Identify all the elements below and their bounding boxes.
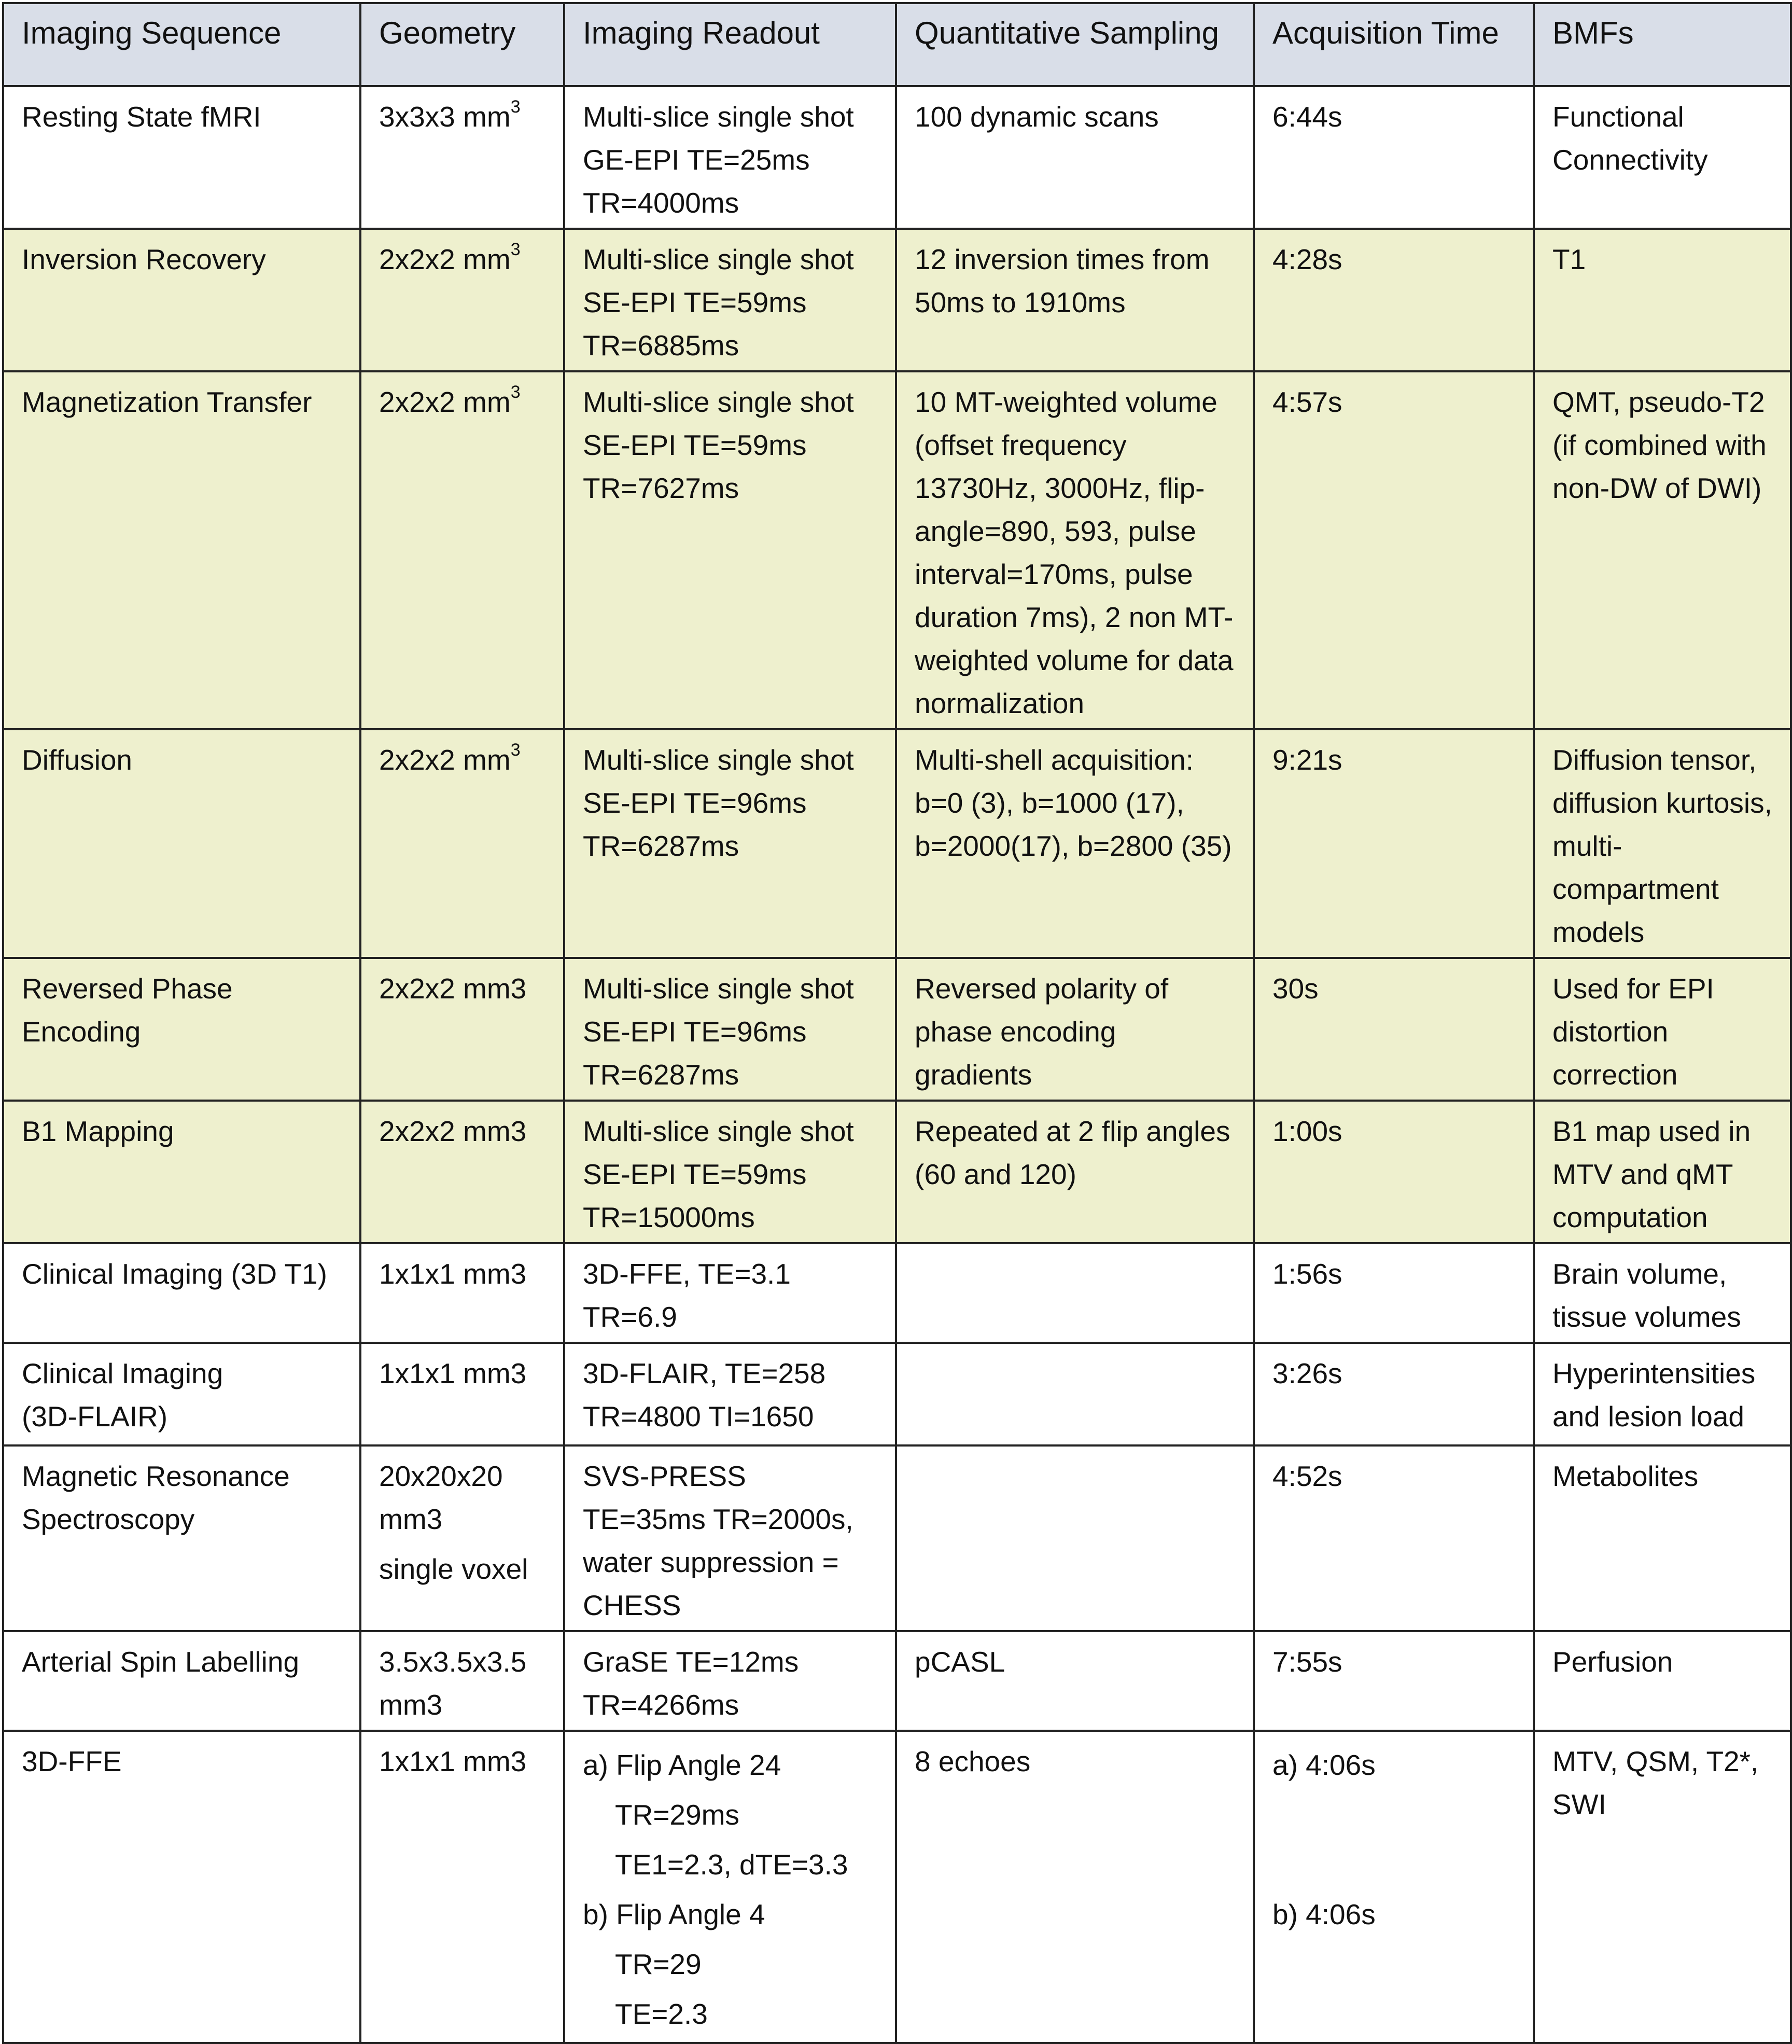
table-row	[3, 1101, 1791, 1243]
cell-sampling: Reversed polarity of phase encoding gradients	[896, 958, 1254, 1101]
table-row	[3, 1243, 1791, 1343]
readout-b-line: TR=29	[615, 1948, 702, 1980]
cell-bmfs: Used for EPI distortion correction	[1534, 958, 1791, 1101]
cell-sampling: 8 echoes	[896, 1731, 1254, 2043]
cell-sampling: Multi-shell acquisition: b=0 (3), b=1000 (17), b=2000(17), b=2800 (35)	[896, 729, 1254, 958]
cell-readout: Multi-slice single shot SE-EPI TE=96ms TR=6287ms	[564, 729, 896, 958]
readout-b-line: TE=2.3	[615, 1998, 708, 2030]
cell-bmfs: B1 map used in MTV and qMT computation	[1534, 1101, 1791, 1243]
header-imaging-sequence: Imaging Sequence	[3, 3, 360, 86]
cell-time: 30s	[1254, 958, 1534, 1101]
header-row	[3, 3, 1791, 86]
cell-readout: Multi-slice single shot SE-EPI TE=96ms TR=6287ms	[564, 958, 896, 1101]
table-row	[3, 1445, 1791, 1631]
cell-sequence: B1 Mapping	[3, 1101, 360, 1243]
readout-b: b) Flip Angle 4	[583, 1898, 765, 1930]
cell-time: 1:00s	[1254, 1101, 1534, 1243]
cell-sampling: pCASL	[896, 1631, 1254, 1731]
cell-sampling: Repeated at 2 flip angles (60 and 120)	[896, 1101, 1254, 1243]
cell-bmfs: Functional Connectivity	[1534, 86, 1791, 229]
cell-geometry: 20x20x20 mm3 single voxel	[360, 1445, 564, 1631]
readout-a-line: TE1=2.3, dTE=3.3	[615, 1848, 848, 1881]
cell-bmfs: MTV, QSM, T2*, SWI	[1534, 1731, 1791, 2043]
cell-sampling: 12 inversion times from 50ms to 1910ms	[896, 229, 1254, 371]
cell-readout: 3D-FLAIR, TE=258 TR=4800 TI=1650	[564, 1343, 896, 1445]
cell-bmfs: Perfusion	[1534, 1631, 1791, 1731]
cell-sampling	[896, 1243, 1254, 1343]
cell-geometry: 3x3x3 $mm^3$	[360, 86, 564, 229]
readout-a-line: TR=29ms	[615, 1799, 739, 1831]
cell-sequence: Clinical Imaging (3D-FLAIR)	[3, 1343, 360, 1445]
cell-time: 4:52s	[1254, 1445, 1534, 1631]
cell-sequence: Magnetic Resonance Spectroscopy	[3, 1445, 360, 1631]
geometry-extra: single voxel	[379, 1553, 528, 1585]
cell-geometry: 1x1x1 mm3	[360, 1731, 564, 2043]
cell-geometry: 3.5x3.5x3.5 mm3	[360, 1631, 564, 1731]
table-row	[3, 1731, 1791, 2043]
cell-sampling: 100 dynamic scans	[896, 86, 1254, 229]
cell-time: 7:55s	[1254, 1631, 1534, 1731]
cell-sequence: Magnetization Transfer	[3, 371, 360, 729]
cell-sequence: Clinical Imaging (3D T1)	[3, 1243, 360, 1343]
time-a: a) 4:06s	[1272, 1749, 1376, 1781]
cell-geometry: 2x2x2 mm3	[360, 1101, 564, 1243]
cell-time	[1254, 1731, 1534, 2043]
cell-time: 4:57s	[1254, 371, 1534, 729]
cell-geometry: 2x2x2 $mm^3$	[360, 229, 564, 371]
header-quantitative-sampling: Quantitative Sampling	[896, 3, 1254, 86]
table-row	[3, 1343, 1791, 1445]
cell-bmfs: Hyperintensities and lesion load	[1534, 1343, 1791, 1445]
cell-bmfs: QMT, pseudo-T2 (if combined with non-DW of DWI)	[1534, 371, 1791, 729]
cell-readout: Multi-slice single shot SE-EPI TE=59ms TR=7627ms	[564, 371, 896, 729]
cell-readout: Multi-slice single shot SE-EPI TE=59ms TR=15000ms	[564, 1101, 896, 1243]
mri-protocol-table	[2, 2, 1792, 2044]
cell-readout	[564, 1731, 896, 2043]
table-row	[3, 86, 1791, 229]
cell-sequence: Diffusion	[3, 729, 360, 958]
readout-a: a) Flip Angle 24	[583, 1749, 781, 1781]
cell-readout: 3D-FFE, TE=3.1 TR=6.9	[564, 1243, 896, 1343]
cell-sequence: Reversed Phase Encoding	[3, 958, 360, 1101]
cell-sequence: 3D-FFE	[3, 1731, 360, 2043]
cell-sampling	[896, 1343, 1254, 1445]
cell-bmfs: Metabolites	[1534, 1445, 1791, 1631]
table-row	[3, 229, 1791, 371]
table-row	[3, 958, 1791, 1101]
table-row	[3, 729, 1791, 958]
cell-geometry: 2x2x2 mm3	[360, 958, 564, 1101]
cell-sampling: 10 MT-weighted volume (offset frequency 13730Hz, 3000Hz, flip-angle=890, 593, pulse interval=170ms, pulse duration 7ms), 2 non MT-weighted volume for data normalization	[896, 371, 1254, 729]
cell-time: 9:21s	[1254, 729, 1534, 958]
cell-readout: GraSE TE=12ms TR=4266ms	[564, 1631, 896, 1731]
cell-sequence: Inversion Recovery	[3, 229, 360, 371]
cell-sequence: Resting State fMRI	[3, 86, 360, 229]
cell-time: 6:44s	[1254, 86, 1534, 229]
cell-time: 1:56s	[1254, 1243, 1534, 1343]
cell-readout: Multi-slice single shot SE-EPI TE=59ms TR=6885ms	[564, 229, 896, 371]
time-b: b) 4:06s	[1272, 1898, 1376, 1930]
cell-readout: Multi-slice single shot GE-EPI TE=25ms TR=4000ms	[564, 86, 896, 229]
header-bmfs: BMFs	[1534, 3, 1791, 86]
table-row	[3, 371, 1791, 729]
header-acquisition-time: Acquisition Time	[1254, 3, 1534, 86]
cell-bmfs: T1	[1534, 229, 1791, 371]
cell-geometry: 2x2x2 $mm^3$	[360, 371, 564, 729]
cell-bmfs: Diffusion tensor, diffusion kurtosis, multi-compartment models	[1534, 729, 1791, 958]
cell-time: 3:26s	[1254, 1343, 1534, 1445]
header-imaging-readout: Imaging Readout	[564, 3, 896, 86]
table-row	[3, 1631, 1791, 1731]
cell-sequence: Arterial Spin Labelling	[3, 1631, 360, 1731]
cell-readout: SVS-PRESS TE=35ms TR=2000s, water suppression = CHESS	[564, 1445, 896, 1631]
cell-bmfs: Brain volume, tissue volumes	[1534, 1243, 1791, 1343]
cell-geometry: 1x1x1 mm3	[360, 1243, 564, 1343]
cell-sampling	[896, 1445, 1254, 1631]
cell-geometry: 1x1x1 mm3	[360, 1343, 564, 1445]
cell-geometry: 2x2x2 $mm^3$	[360, 729, 564, 958]
header-geometry: Geometry	[360, 3, 564, 86]
cell-time: 4:28s	[1254, 229, 1534, 371]
